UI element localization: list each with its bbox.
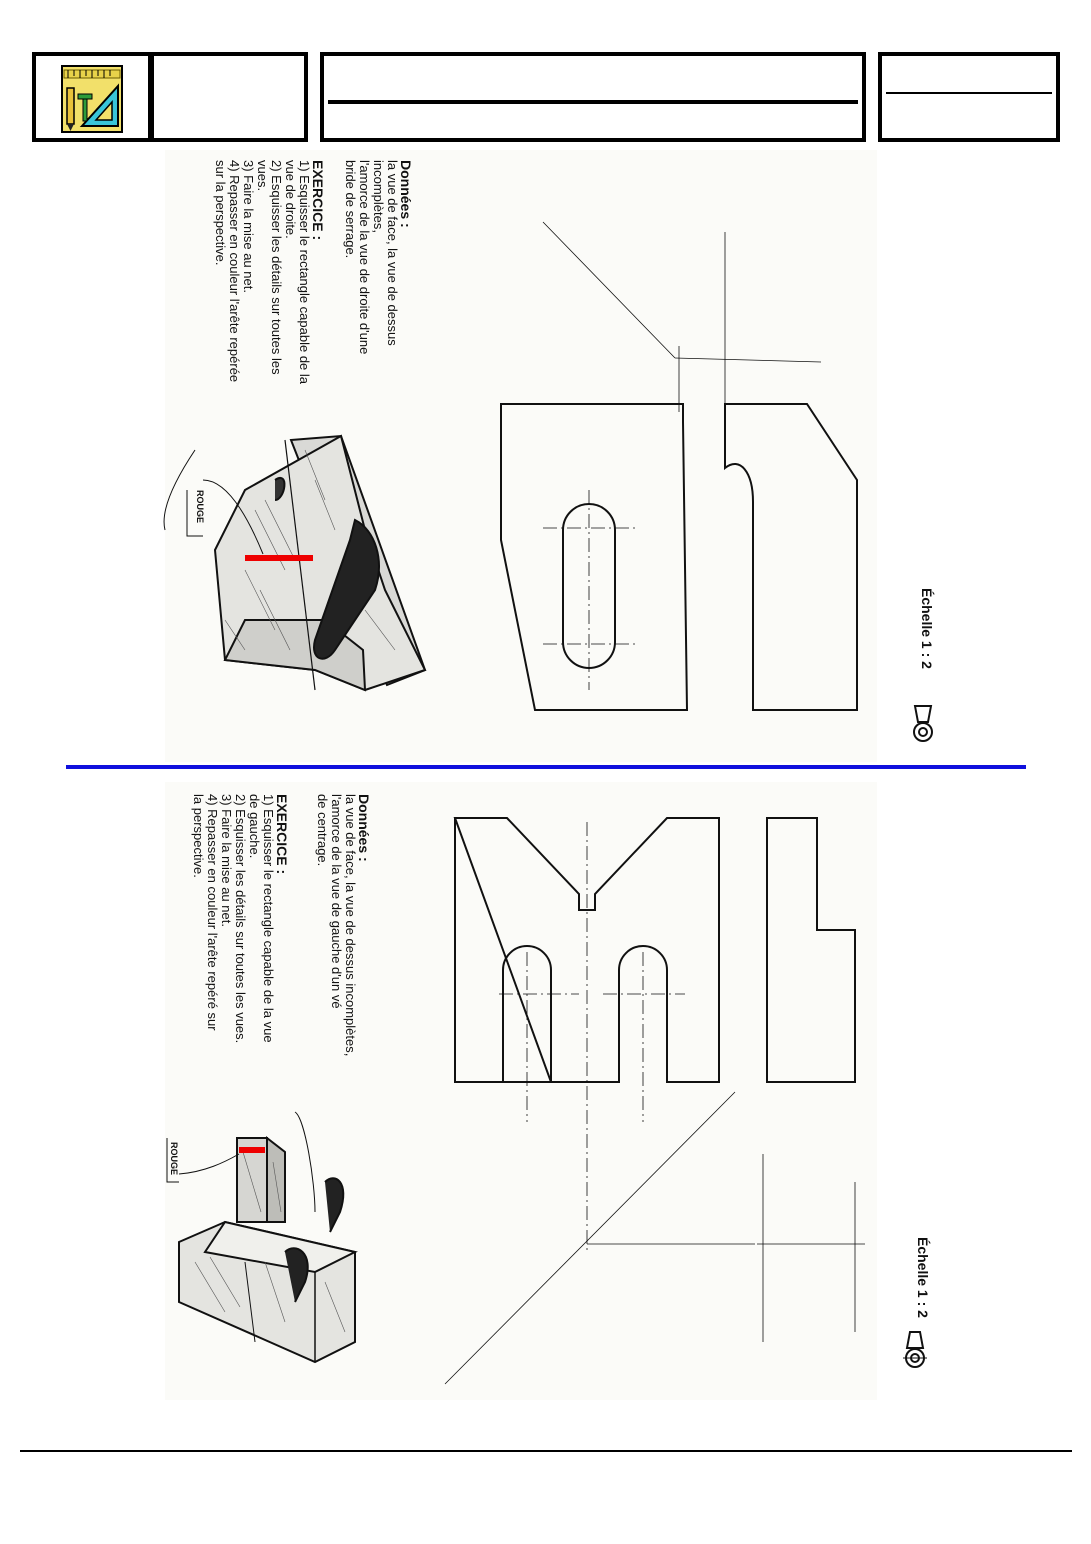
ex1-donnees-line: incomplètes, [371,160,386,233]
ex1-scale-label: Échelle 1 : 2 [919,588,935,669]
ex1-donnees-heading: Données : [398,160,414,228]
first-angle-projection-icon [914,706,932,741]
ex1-step: 3) Faire la mise au net. [241,160,256,293]
ex2-donnees-heading: Données : [356,794,372,862]
ex2-rouge-label: ROUGE [169,1142,179,1176]
ex2-step: la perspective. [191,794,206,878]
ex1-perspective [164,436,425,690]
ex2-donnees-line: l'amorce de la vue de gauche d'un vé [329,794,344,1009]
reference-box[interactable] [878,52,1060,142]
title-box[interactable] [320,52,866,142]
ex1-construction-lines [543,222,821,412]
ex2-step: 2) Esquisser les détails sur toutes les vues. [233,794,248,1044]
ex2-exercice-heading: EXERCICE : [274,794,290,875]
footer-rule [20,1450,1072,1452]
ex2-donnees-line: de centrage. [315,794,330,867]
ex2-step: de gauche. [247,794,262,859]
ex1-step: 4) Repasser en couleur l'arête repérée [227,160,242,383]
ex1-center-lines [543,490,635,690]
ex1-rouge-label: ROUGE [195,490,205,524]
title-divider [328,100,858,104]
ex2-step: 3) Faire la mise au net. [219,794,234,927]
ex2-front-view [455,818,855,1082]
ex2-center-lines [499,822,685,1252]
ex2-step: 4) Repasser en couleur l'arête repéré sur [205,794,220,1031]
ex2-perspective [179,1112,355,1362]
ex1-step: 2) Esquisser les détails sur toutes les [269,160,284,375]
ex1-step: sur la perspective. [213,160,228,266]
exercise-1-sheet [165,150,935,762]
ex1-step: vue de droite. [283,160,298,239]
ex1-donnees-line: la vue de face, la vue de dessus [385,160,400,346]
ex1-step: vues. [255,160,270,192]
ex2-scale-label: Échelle 1 : 2 [915,1237,931,1318]
ex1-exercice-heading: EXERCICE : [310,160,326,241]
ex1-donnees-line: l'amorce de la vue de droite d'une [357,160,372,355]
third-angle-projection-icon [903,1332,927,1367]
ex1-donnees-line: bride de serrage. [343,160,358,259]
ex2-step: 1) Esquisser le rectangle capable de la vue [261,794,276,1043]
ex2-donnees-line: la vue de face, la vue de dessus incomplètes, [343,794,358,1057]
ex1-drawing [165,150,877,762]
ex1-step: 1) Esquisser le rectangle capable de la [297,160,312,385]
ex1-front-view [501,404,857,710]
logo-box [32,52,152,142]
student-name-box[interactable] [150,52,308,142]
exercise-2-sheet [165,782,931,1400]
ex2-leader-arrow [179,1154,239,1174]
drafting-tools-logo-icon [36,56,156,146]
ex2-drawing [165,782,877,1400]
reference-divider [886,92,1052,94]
ex2-construction-lines [445,1092,865,1384]
section-separator [66,765,1026,769]
